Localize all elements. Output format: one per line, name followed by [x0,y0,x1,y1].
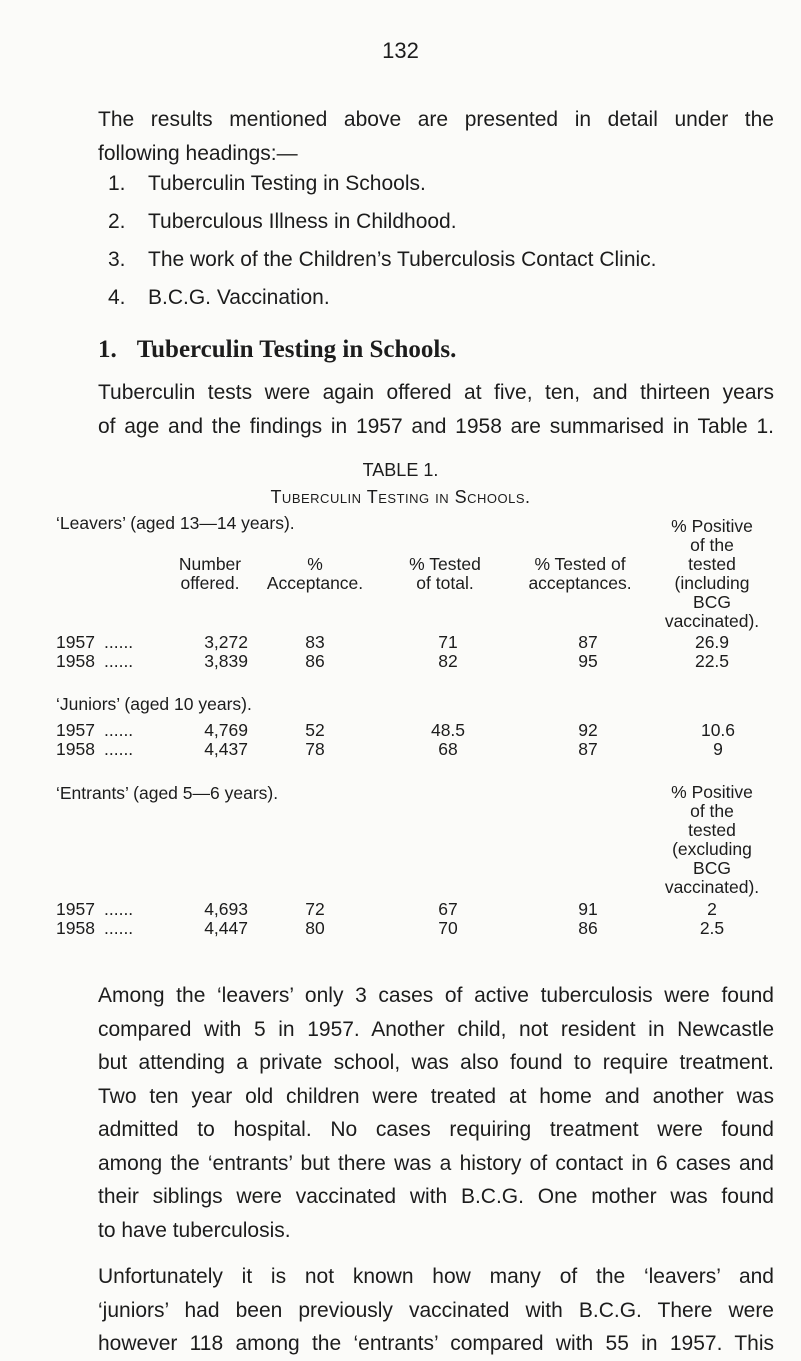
cell-tested-acceptances: 95 [578,651,598,671]
cell-year: 1957 [56,632,95,652]
cell-tested-acceptances: 86 [578,918,598,938]
para2-line: Unfortunately it is not known how many of the ‘leavers’ and [98,1265,774,1288]
cell-acceptance: 78 [305,739,325,759]
section-intro-line-1: Tuberculin tests were again offered at five, ten, and thirteen years [98,381,774,404]
list-item-text: Tuberculous Illness in Childhood. [148,210,457,233]
cell-dots: ...... [104,899,134,919]
cell-acceptance: 83 [305,632,325,652]
list-item-4 [108,286,330,310]
para1-line: compared with 5 in 1957. Another child, not resident in Newcastle [98,1017,774,1041]
para1-line: Among the ‘leavers’ only 3 cases of active tuberculosis were found [98,984,774,1007]
col-header-line: of the [690,535,734,555]
col-header-line: % Positive [671,782,753,802]
col-header-line: BCG [693,858,731,878]
section-heading [98,336,456,364]
cell-acceptance: 86 [305,651,325,671]
para1-line: but attending a private school, was also found to require treatment. [98,1051,774,1074]
cell-positive: 22.5 [694,651,730,671]
para1-line: their siblings were vaccinated with B.C.G. One mother was found [98,1185,774,1208]
cell-tested-acceptances: 87 [578,739,598,759]
cell-acceptance: 80 [305,918,325,938]
cell-positive: 2 [707,899,717,919]
table-subtitle: Tuberculin Testing in Schools. [270,487,531,507]
col-header-line: (excluding [672,839,752,859]
intro-line-1: The results mentioned above are presented in detail under the [98,108,774,131]
group-label-entrants: ‘Entrants’ (aged 5—6 years). [56,783,279,803]
list-item-text: Tuberculin Testing in Schools. [148,172,426,195]
cell-tested-acceptances: 87 [578,632,598,652]
cell-tested-total: 71 [438,632,458,652]
cell-positive: 26.9 [694,632,730,652]
para2-line: however 118 among the ‘entrants’ compared with 55 in 1957. This [98,1332,774,1355]
list-item-number: 3. [108,248,126,271]
cell-dots: ...... [104,720,134,740]
cell-year: 1957 [56,720,95,740]
cell-tested-total: 67 [438,899,458,919]
col-header-line: Acceptance. [266,573,364,593]
col-header-line: % Tested of [534,554,626,574]
col-header-line: of the [690,801,734,821]
paragraph-1 [98,979,774,1247]
col-header-line: Number [178,554,242,574]
cell-year: 1958 [56,739,95,759]
cell-tested-acceptances: 91 [578,899,598,919]
cell-dots: ...... [104,918,134,938]
section-heading-text: Tuberculin Testing in Schools. [136,336,457,363]
cell-acceptance: 52 [305,720,325,740]
section-intro-line-2: of age and the findings in 1957 and 1958 are summarised in Table 1. [98,414,774,438]
cell-dots: ...... [104,739,134,759]
list-item-1 [108,172,426,196]
col-header-line: vaccinated). [664,611,760,631]
cell-number: 3,272 [204,632,248,652]
cell-number: 4,693 [204,899,248,919]
para1-line: admitted to hospital. No cases requiring treatment were found [98,1118,774,1141]
col-header-line: BCG [693,592,731,612]
cell-positive: 10.6 [700,720,736,740]
cell-dots: ...... [104,632,134,652]
intro-paragraph [98,103,774,170]
para1-line: among the ‘entrants’ but there was a history of contact in 6 cases and [98,1151,774,1175]
col-header-line: % Positive [671,516,753,536]
col-header-tested-total [385,555,505,593]
list-item-2 [108,210,457,234]
para2-line: ‘juniors’ had been previously vaccinated with B.C.G. There were [98,1298,774,1322]
col-header-line: % Tested [409,554,481,574]
cell-dots: ...... [104,651,134,671]
col-header-line: tested [688,554,736,574]
col-header-line: tested [688,820,736,840]
paragraph-2 [98,1260,774,1361]
cell-number: 3,839 [204,651,248,671]
group-label-leavers: ‘Leavers’ (aged 13—14 years). [56,513,295,533]
list-item-number: 2. [108,210,126,233]
table-title: TABLE 1. [362,460,439,480]
col-header-tested-acceptances [510,555,650,593]
section-heading-number: 1. [98,336,117,363]
cell-acceptance: 72 [305,899,325,919]
list-item-text: The work of the Children’s Tuberculosis Contact Clinic. [148,248,657,271]
cell-tested-total: 48.5 [430,720,466,740]
col-header-number [150,555,270,593]
list-item-text: B.C.G. Vaccination. [148,286,330,309]
list-item-number: 4. [108,286,126,309]
col-header-line: offered. [180,573,240,593]
cell-tested-total: 82 [438,651,458,671]
section-intro-paragraph [98,376,774,443]
cell-tested-total: 70 [438,918,458,938]
col-header-line: of total. [416,573,474,593]
para1-line: Two ten year old children were treated at home and another was [98,1084,774,1108]
cell-number: 4,769 [204,720,248,740]
list-item-3 [108,248,657,272]
cell-positive: 9 [713,739,723,759]
cell-number: 4,447 [204,918,248,938]
para1-line: to have tuberculosis. [98,1218,291,1242]
group-label-juniors: ‘Juniors’ (aged 10 years). [56,694,252,714]
cell-tested-acceptances: 92 [578,720,598,740]
col-header-line: acceptances. [528,573,632,593]
col-header-line: vaccinated). [664,877,760,897]
cell-year: 1958 [56,651,95,671]
cell-number: 4,437 [204,739,248,759]
col-header-acceptance [255,555,375,593]
col-header-line: % [307,554,323,574]
page-number: 132 [382,38,419,63]
col-header-positive-excluding [648,783,776,897]
intro-line-2: following headings:— [98,141,298,165]
cell-tested-total: 68 [438,739,458,759]
cell-year: 1957 [56,899,95,919]
col-header-line: (including [674,573,750,593]
col-header-positive-including [648,517,776,631]
cell-positive: 2.5 [699,918,725,938]
cell-year: 1958 [56,918,95,938]
list-item-number: 1. [108,172,126,195]
